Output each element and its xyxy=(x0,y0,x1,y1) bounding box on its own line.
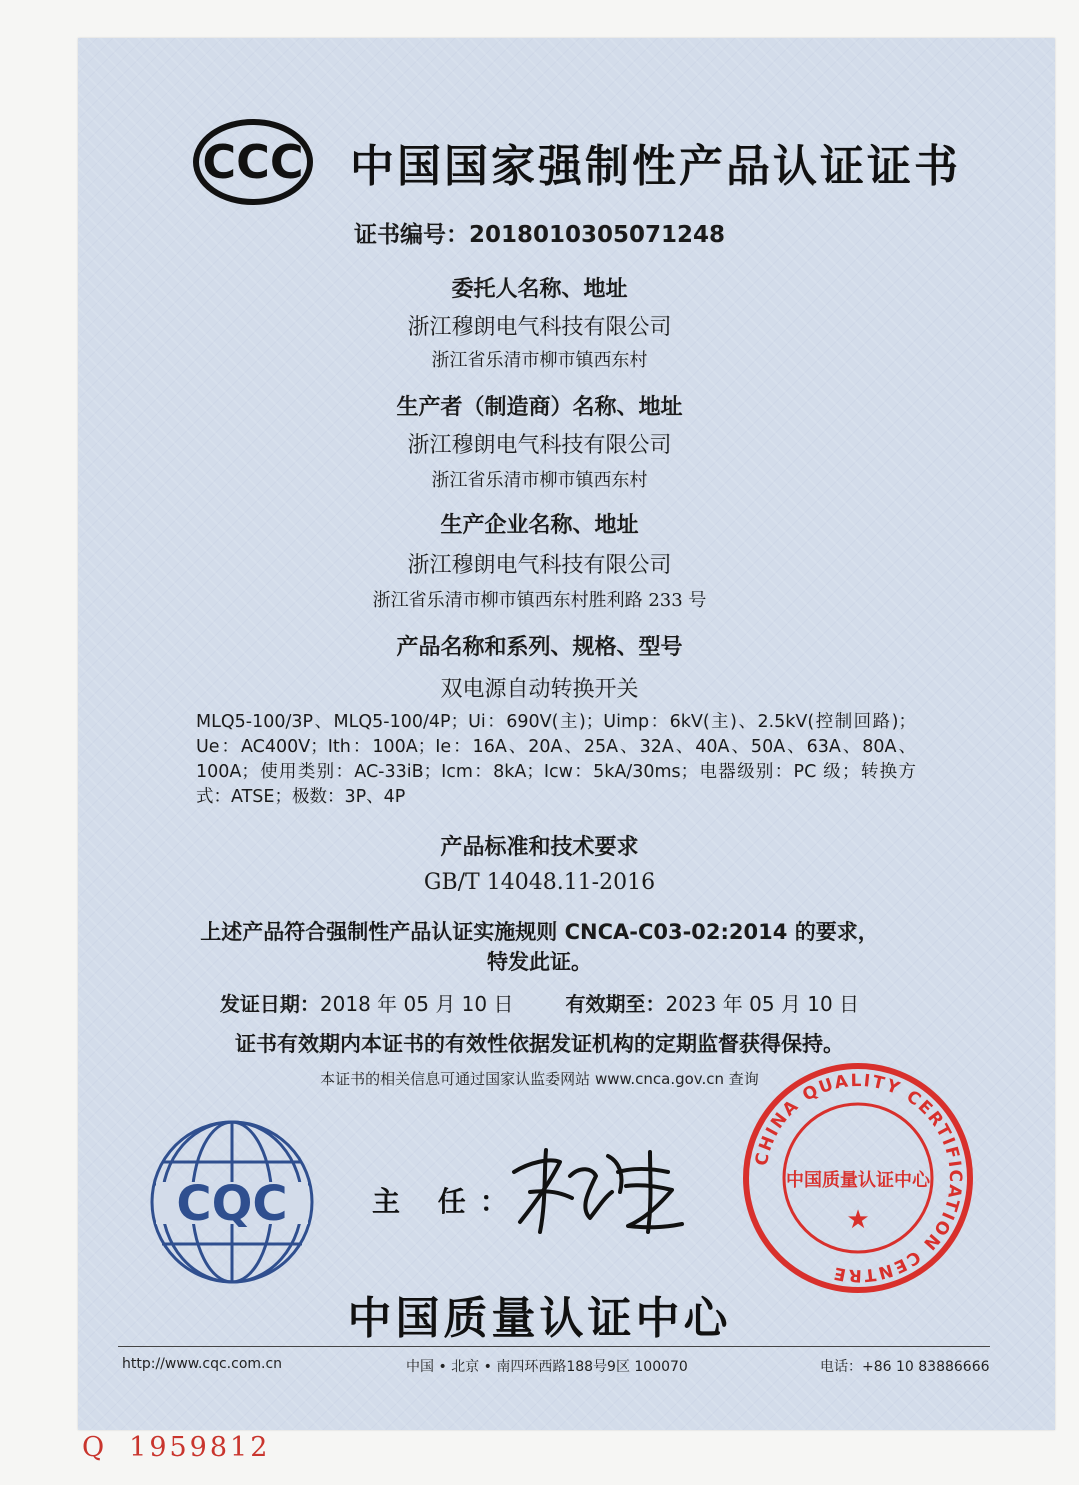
footer-url: http://www.cqc.com.cn xyxy=(122,1356,283,1372)
product-specification: MLQ5-100/3P、MLQ5-100/4P；Ui：690V(主)；Uimp：6kV(主)、2.5kV(控制回路)；Ue：AC400V；Ith：100A；Ie：16A、20A、25A、32A、40A、50A、63A、80A、100A；使用类别：AC-33iB；Icm：8kA；Icw：5kA/30ms；电器级别：PC 级；转换方式：ATSE；极数：3P、4P xyxy=(196,712,916,807)
seal-star-icon: ★ xyxy=(846,1205,870,1235)
product-heading: 产品名称和系列、规格、型号 xyxy=(396,635,683,660)
factory-heading: 生产企业名称、地址 xyxy=(440,513,639,538)
applicant-heading: 委托人名称、地址 xyxy=(451,277,628,302)
serial-number xyxy=(82,1432,270,1463)
manufacturer-address: 浙江省乐清市柳市镇西东村 xyxy=(431,470,648,491)
manufacturer-heading: 生产者（制造商）名称、地址 xyxy=(396,395,683,420)
expiry-date-label: 有效期至： xyxy=(565,992,666,1016)
issue-date-label: 发证日期： xyxy=(219,992,320,1016)
cqc-logo-text: CQC xyxy=(176,1176,288,1232)
expiry-date-value: 2023 年 05 月 10 日 xyxy=(665,992,860,1016)
serial-prefix: Q xyxy=(82,1432,108,1463)
compliance-line-1: 上述产品符合强制性产品认证实施规则 CNCA-C03-02:2014 的要求， xyxy=(200,920,879,944)
certificate-number xyxy=(0,216,1079,249)
seal-inner-text: 中国质量认证中心 xyxy=(786,1170,930,1191)
issue-date-value: 2018 年 05 月 10 日 xyxy=(319,992,514,1016)
validity-note: 证书有效期内本证书的有效性依据发证机构的定期监督获得保持。 xyxy=(235,1032,844,1056)
factory-name: 浙江穆朗电气科技有限公司 xyxy=(407,553,672,578)
certificate-title: 中国国家强制性产品认证证书 xyxy=(350,141,961,192)
applicant-address: 浙江省乐清市柳市镇西东村 xyxy=(431,350,648,371)
ccc-logo-text: CCC xyxy=(202,135,304,189)
applicant-name: 浙江穆朗电气科技有限公司 xyxy=(407,315,672,340)
website-note: 本证书的相关信息可通过国家认监委网站 www.cnca.gov.cn 查询 xyxy=(320,1070,759,1088)
footer-phone: 电话：+86 10 83886666 xyxy=(820,1359,990,1375)
certificate-number-label: 证书编号： xyxy=(353,222,469,248)
director-label: 主 任： xyxy=(372,1185,522,1218)
cqc-logo xyxy=(142,1112,322,1292)
compliance-line-2: 特发此证。 xyxy=(487,950,592,974)
footer-address: 中国 • 北京 • 南四环西路188号9区 100070 xyxy=(406,1359,688,1375)
standard-heading: 产品标准和技术要求 xyxy=(440,835,639,860)
standard-value: GB/T 14048.11-2016 xyxy=(423,870,656,895)
director-signature xyxy=(500,1132,700,1242)
ccc-logo xyxy=(192,118,314,206)
seal-outer-text: CHINA QUALITY CERTIFICATION CENTRE xyxy=(751,1070,966,1286)
footer-divider xyxy=(118,1346,990,1347)
product-name: 双电源自动转换开关 xyxy=(440,677,639,702)
serial-value: 1959812 xyxy=(129,1432,271,1463)
manufacturer-name: 浙江穆朗电气科技有限公司 xyxy=(407,433,672,458)
issuing-organization: 中国质量认证中心 xyxy=(347,1293,732,1344)
official-seal xyxy=(740,1060,976,1296)
certificate-dates xyxy=(0,988,1079,1017)
certificate-number-value: 2018010305071248 xyxy=(468,222,726,248)
factory-address: 浙江省乐清市柳市镇西东村胜利路 233 号 xyxy=(372,590,707,611)
